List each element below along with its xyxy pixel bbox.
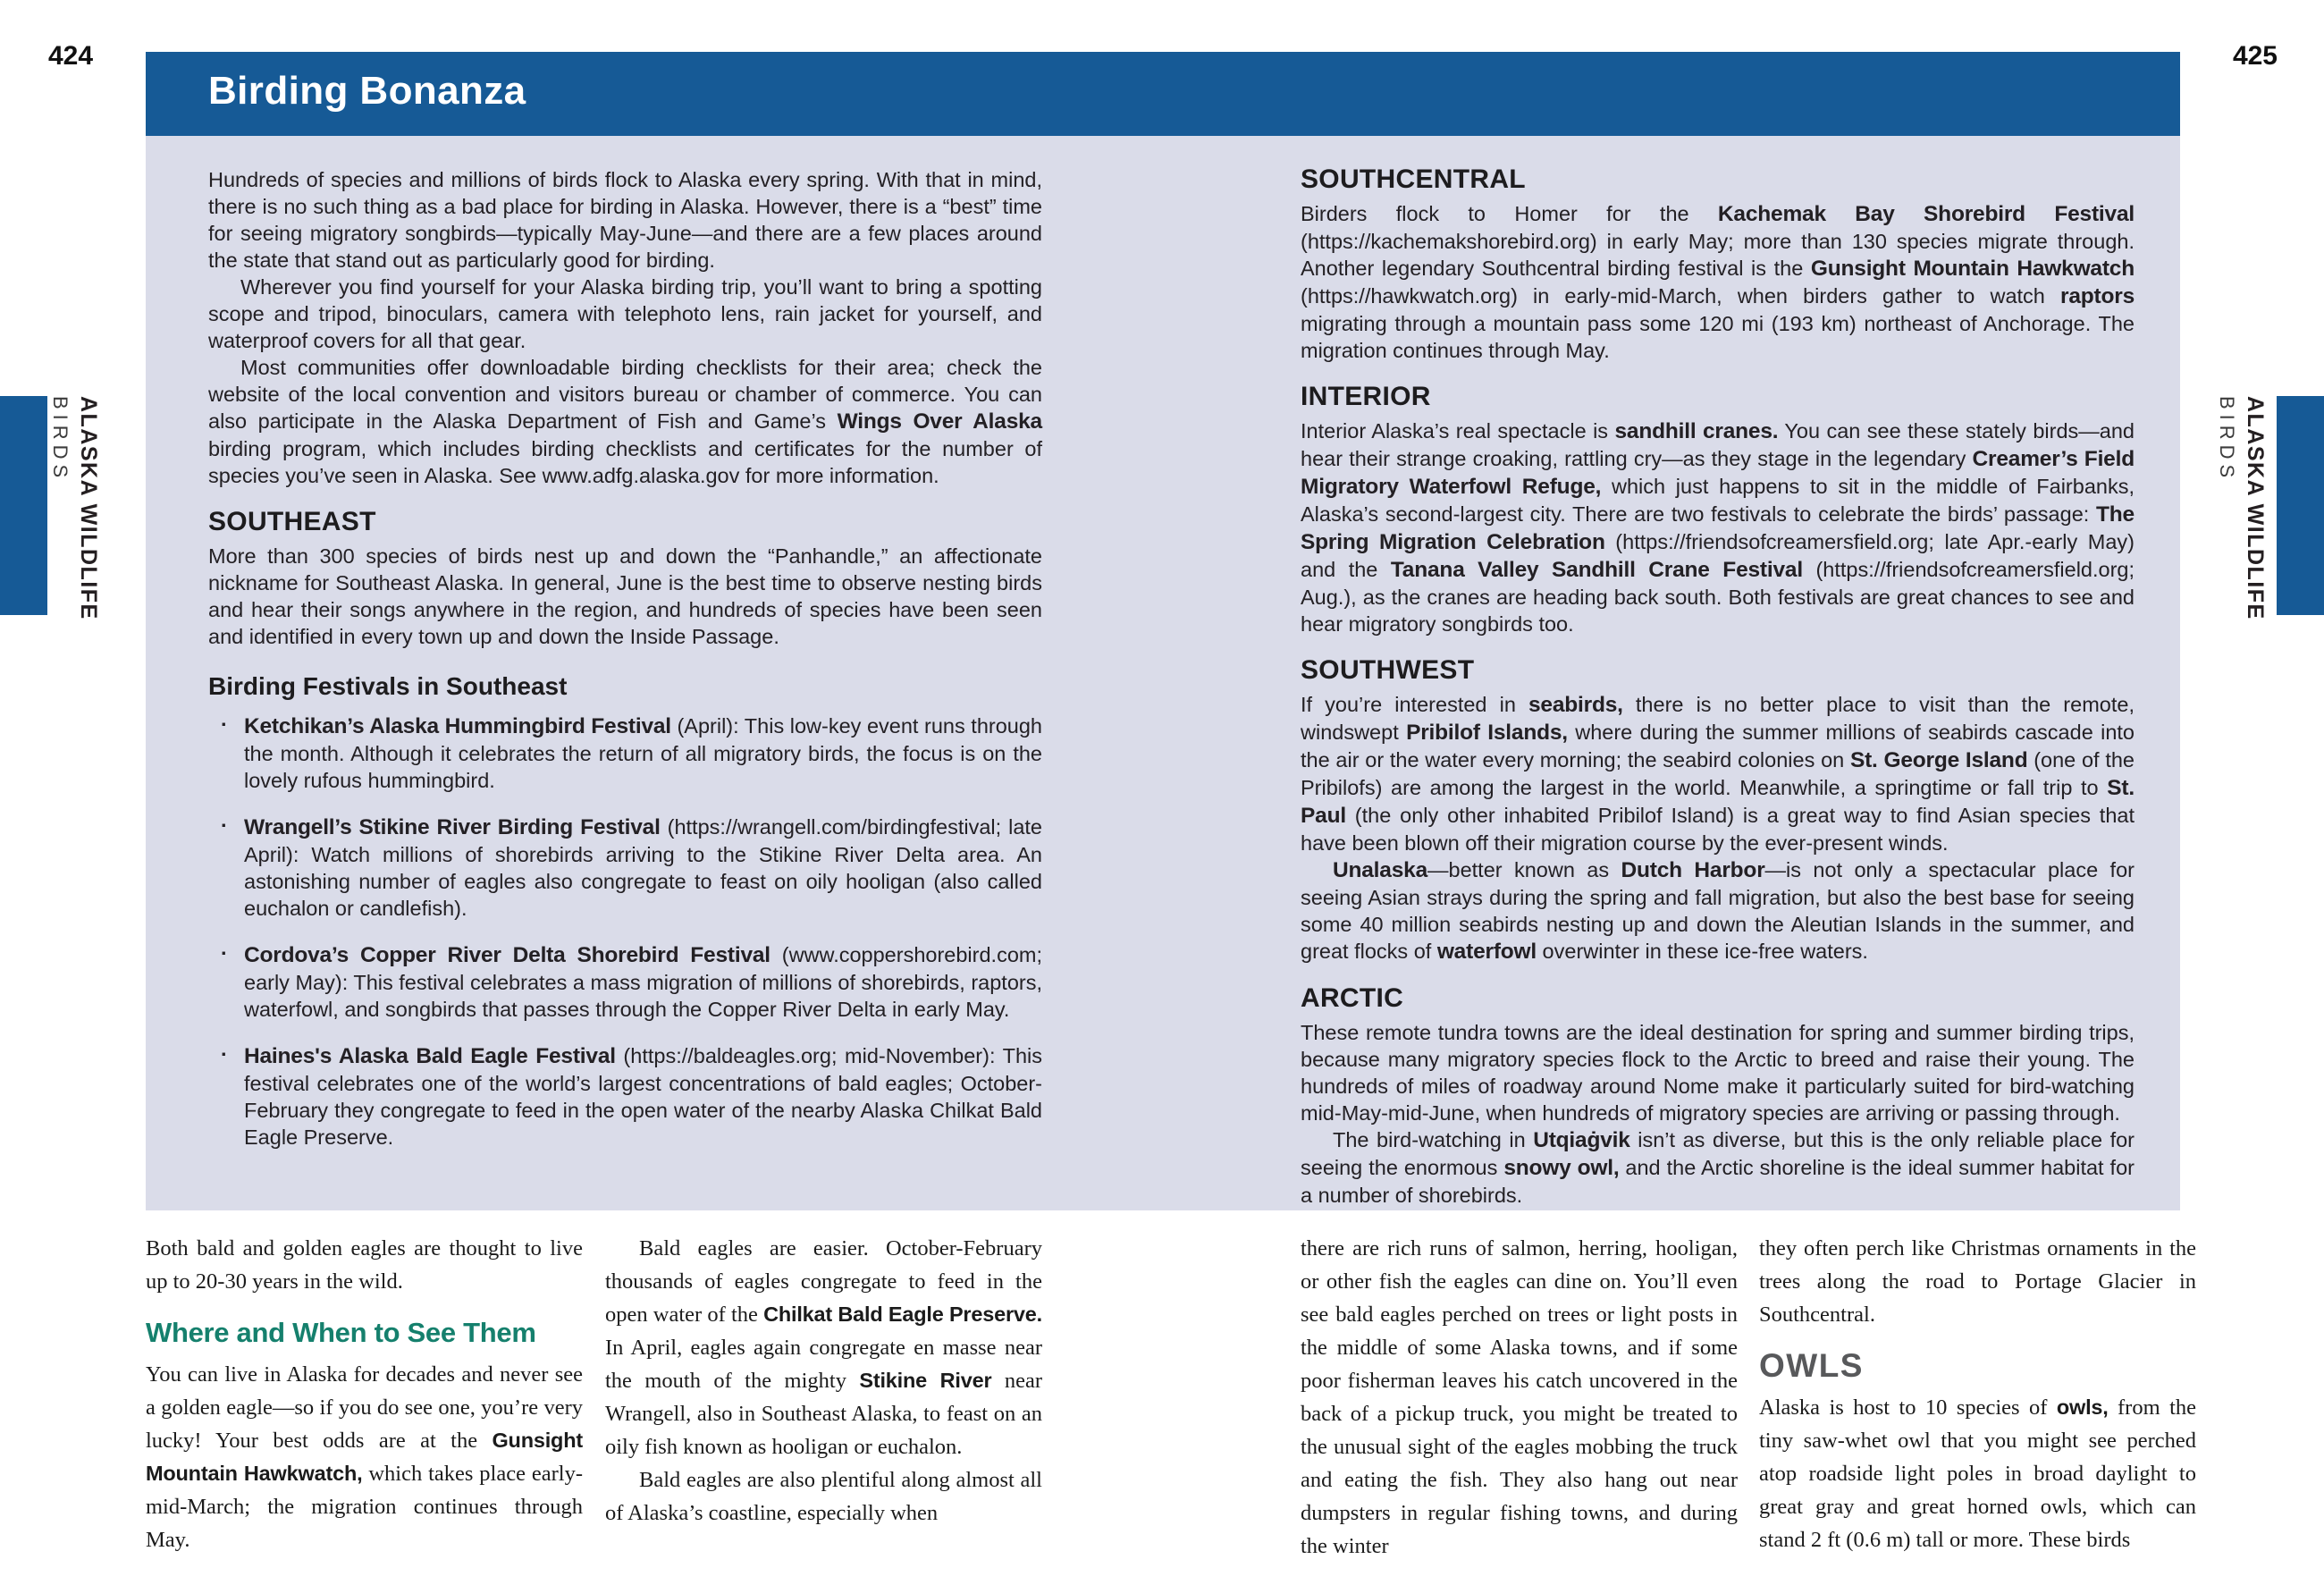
southcentral-paragraph: Birders flock to Homer for the Kachemak Bay Shorebird Festival (https://kachemakshorebird.org) in early May; more than 130 species migrate through. Another legendary Southcentral birding festival is the Gunsight Mountain Hawkwatch (https://hawkwatch.org) in early-mid-March, when birders gather to watch raptors migrating through a mountain pass some 120 mi (193 km) northeast of Anchorage. The migration continues through May. bbox=[1301, 202, 2135, 362]
body-paragraph: Bald eagles are also plentiful along almost all of Alaska’s coastline, especially when bbox=[605, 1468, 1042, 1525]
list-item: · Ketchikan’s Alaska Hummingbird Festival (April): This low-key event runs through the month. Although it celebrates the return of all migratory birds, the focus is on the lovely rufous hummingbird. bbox=[244, 712, 1042, 794]
heading-owls: OWLS bbox=[1759, 1347, 1864, 1384]
list-item: · Haines's Alaska Bald Eagle Festival (https://baldeagles.org; mid-November): This festival celebrates one of the world’s largest concentrations of bald eagles; October-February they congregate to feed in the open water of the nearby Alaska Chilkat Bald Eagle Preserve. bbox=[244, 1042, 1042, 1151]
page-number-left: 424 bbox=[48, 41, 94, 71]
heading-interior: INTERIOR bbox=[1301, 382, 1431, 411]
feature-box-left-column bbox=[208, 166, 1042, 1170]
heading-arctic: ARCTIC bbox=[1301, 983, 1404, 1013]
body-text-column-1 bbox=[146, 1232, 583, 1556]
body-paragraph: Bald eagles are easier. October-February thousands of eagles congregate to feed in the open water of the Chilkat Bald Eagle Preserve. In April, eagles again congregate en masse near the mouth of the mighty Stikine River near Wrangell, also in Southeast Alaska, to feast on an oily fish known as hooligan or euchalon. bbox=[605, 1236, 1042, 1459]
intro-paragraph: Wherever you find yourself for your Alaska birding trip, you’ll want to bring a spotting scope and tripod, binoculars, camera with telephoto lens, rain jacket for yourself, and waterproof covers for all that gear. bbox=[208, 275, 1042, 352]
southwest-paragraph: Unalaska—better known as Dutch Harbor—is not only a spectacular place for seeing Asian strays during the spring and fall migration, but also the best base for seeing some 40 million seabirds nesting up and down the Aleutian Islands in the summer, and great flocks of waterfowl overwinter in these ice-free waters. bbox=[1301, 858, 2135, 964]
page-number-right: 425 bbox=[2232, 41, 2278, 71]
intro-paragraph: Hundreds of species and millions of birds flock to Alaska every spring. With that in mind, there is no such thing as a bad place for birding in Alaska. However, there is a “best” time for seeing migratory songbirds—typically May-June—and there are a few places around the state that stand out as particularly good for birding. bbox=[208, 168, 1042, 272]
feature-box bbox=[146, 136, 2180, 1210]
chapter-tab-left bbox=[0, 396, 47, 615]
southwest-paragraph: If you’re interested in seabirds, there is no better place to visit than the remote, windswept Pribilof Islands, where during the summer millions of seabirds cascade into the air or the water every morning; the seabird colonies on St. George Island (one of the Pribilofs) are among the largest in the world. Meanwhile, a springtime or fall trip to St. Paul (the only other inhabited Pribilof Island) is a great way to find Asian species that have been blown off their migration course by the ever-present winds. bbox=[1301, 693, 2135, 855]
heading-southeast: SOUTHEAST bbox=[208, 507, 376, 536]
arctic-paragraph: The bird-watching in Utqiaġvik isn’t as diverse, but this is the only reliable place for seeing the enormous snowy owl, and the Arctic shoreline is the ideal summer habitat for a number of shorebirds. bbox=[1301, 1128, 2135, 1207]
list-item: · Cordova’s Copper River Delta Shorebird Festival (www.coppershorebird.com; early May): This festival celebrates a mass migration of millions of shorebirds, raptors, waterfowl, and songbirds that passes through the Copper River Delta in early May. bbox=[244, 941, 1042, 1023]
feature-box-right-column bbox=[1301, 166, 2135, 1209]
chapter-label-right: ALASKA WILDLIFE bbox=[2243, 396, 2268, 620]
body-paragraph: they often perch like Christmas ornaments in the trees along the road to Portage Glacier in Southcentral. bbox=[1759, 1236, 2196, 1327]
section-header-bar bbox=[146, 52, 2180, 136]
arctic-paragraph: These remote tundra towns are the ideal destination for spring and summer birding trips, because many migratory species flock to the Arctic to breed and raise their young. The hundreds of miles of roadway around Nome make it particularly suited for bird-watching mid-May-mid-June, when hundreds of migratory species are arriving or passing through. bbox=[1301, 1021, 2135, 1125]
heading-where-and-when: Where and When to See Them bbox=[146, 1317, 536, 1348]
interior-paragraph: Interior Alaska’s real spectacle is sandhill cranes. You can see these stately birds—and hear their strange croaking, rattling cry—as they stage in the legendary Creamer’s Field Migratory Waterfowl Refuge, which just happens to sit in the middle of Fairbanks, Alaska’s second-largest city. There are two festivals to celebrate the birds’ passage: The Spring Migration Celebration (https://friendsofcreamersfield.org; late Apr.-early May) and the Tanana Valley Sandhill Crane Festival (https://friendsofcreamersfield.org; Aug.), as the cranes are heading back south. Both festivals are great chances to see and hear migratory songbirds too. bbox=[1301, 419, 2135, 636]
chapter-label-left: ALASKA WILDLIFE bbox=[76, 396, 101, 620]
body-text-column-4 bbox=[1759, 1232, 2196, 1556]
section-label-left: BIRDS bbox=[49, 396, 72, 484]
body-paragraph: there are rich runs of salmon, herring, hooligan, or other fish the eagles can dine on. You’ll even see bald eagles perched on trees or light posts in the middle of some Alaska towns, and if some poor fisherman leaves his catch uncovered in the back of a pickup truck, you might be treated to the unusual sight of the eagles mobbing the truck and eating the fish. They also hang out near dumpsters in regular fishing towns, and during the winter bbox=[1301, 1236, 1738, 1558]
body-text-column-3 bbox=[1301, 1232, 1738, 1563]
chapter-tab-right bbox=[2277, 396, 2324, 615]
heading-southwest: SOUTHWEST bbox=[1301, 655, 1475, 685]
festival-list bbox=[208, 712, 1042, 1151]
body-paragraph: You can live in Alaska for decades and never see a golden eagle—so if you do see one, you’re very lucky! Your best odds are at the Gunsight Mountain Hawkwatch, which takes place early-mid-March; the migration continues through May. bbox=[146, 1362, 583, 1552]
southeast-paragraph: More than 300 species of birds nest up and down the “Panhandle,” an affectionate nickname for Southeast Alaska. In general, June is the best time to observe nesting birds and hear their songs anywhere in the region, and hundreds of species have been seen and identified in every town up and down the Inside Passage. bbox=[208, 544, 1042, 648]
body-paragraph: Both bald and golden eagles are thought to live up to 20-30 years in the wild. bbox=[146, 1236, 583, 1294]
section-label-right: BIRDS bbox=[2216, 396, 2238, 484]
heading-southcentral: SOUTHCENTRAL bbox=[1301, 164, 1526, 194]
body-paragraph: Alaska is host to 10 species of owls, from the tiny saw-whet owl that you might see perched atop roadside light poles in broad daylight to great gray and great horned owls, which can stand 2 ft (0.6 m) tall or more. These birds bbox=[1759, 1395, 2196, 1552]
heading-birding-festivals: Birding Festivals in Southeast bbox=[208, 672, 568, 700]
list-item: · Wrangell’s Stikine River Birding Festival (https://wrangell.com/birdingfestival; late April): Watch millions of shorebirds arriving to the Stikine River Delta area. An astonishing number of eagles also congregate to feast on oily hooligan (also called euchalon or candlefish). bbox=[244, 814, 1042, 922]
section-title: Birding Bonanza bbox=[208, 69, 526, 113]
body-text-column-2 bbox=[605, 1232, 1042, 1530]
intro-paragraph: Most communities offer downloadable birding checklists for their area; check the website of the local convention and visitors bureau or chamber of commerce. You can also participate in the Alaska Department of Fish and Game’s Wings Over Alaska birding program, which includes birding checklists and certificates for the number of species you’ve seen in Alaska. See www.adfg.alaska.gov for more information. bbox=[208, 356, 1042, 487]
